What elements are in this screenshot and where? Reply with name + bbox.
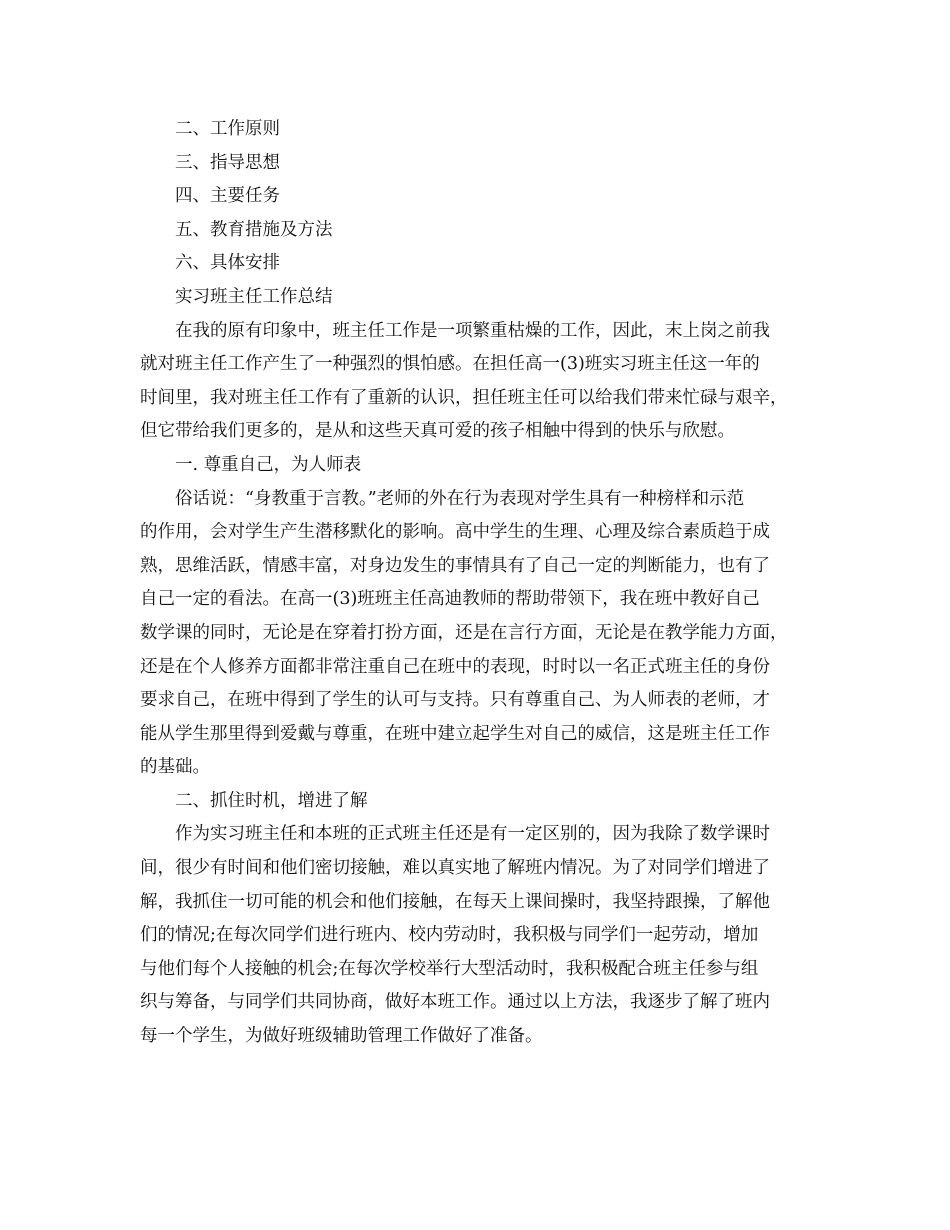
outline-item-guiding-ideas: 三、指导思想 bbox=[175, 152, 280, 173]
paragraph-line: 俗话说：“身教重于言教。”老师的外在行为表现对学生具有一种榜样和示范 bbox=[175, 488, 745, 509]
paragraph-line: 还是在个人修养方面都非常注重自己在班中的表现，时时以一名正式班主任的身份 bbox=[140, 656, 770, 677]
paragraph-line: 就对班主任工作产生了一种强烈的惧怕感。在担任高一(3)班实习班主任这一年的 bbox=[140, 354, 760, 375]
section1-heading: 一. 尊重自己，为人师表 bbox=[175, 454, 362, 475]
paragraph-line: 的基础。 bbox=[140, 757, 210, 778]
paragraph-line: 的作用，会对学生产生潜移默化的影响。高中学生的生理、心理及综合素质趋于成 bbox=[140, 522, 770, 543]
paragraph-line: 熟，思维活跃，情感丰富，对身边发生的事情具有了自己一定的判断能力，也有了 bbox=[140, 555, 770, 576]
paragraph-line: 能从学生那里得到爱戴与尊重，在班中建立起学生对自己的威信，这是班主任工作 bbox=[140, 723, 770, 744]
section2-paragraph bbox=[140, 818, 812, 1053]
paragraph-line: 但它带给我们更多的，是从和这些天真可爱的孩子相触中得到的快乐与欣慰。 bbox=[140, 421, 735, 442]
outline-item-arrangement: 六、具体安排 bbox=[175, 253, 280, 274]
paragraph-line: 数学课的同时，无论是在穿着打扮方面，还是在言行方面，无论是在教学能力方面， bbox=[140, 622, 788, 643]
paragraph-line: 在我的原有印象中，班主任工作是一项繁重枯燥的工作，因此，末上岗之前我 bbox=[175, 320, 770, 341]
paragraph-line: 时间里，我对班主任工作有了重新的认识，担任班主任可以给我们带来忙碌与艰辛， bbox=[140, 387, 788, 408]
paragraph-line: 们的情况;在每次同学们进行班内、校内劳动时，我积极与同学们一起劳动，增加 bbox=[140, 925, 759, 946]
paragraph-line: 解，我抓住一切可能的机会和他们接触，在每天上课间操时，我坚持跟操，了解他 bbox=[140, 891, 770, 912]
paragraph-line: 自己一定的看法。在高一(3)班班主任高迪教师的帮助带领下，我在班中教好自己 bbox=[140, 589, 760, 610]
paragraph-line: 作为实习班主任和本班的正式班主任还是有一定区别的，因为我除了数学课时 bbox=[175, 824, 770, 845]
document-body bbox=[140, 113, 812, 1054]
paragraph-line: 每一个学生，为做好班级辅助管理工作做好了准备。 bbox=[140, 1026, 543, 1047]
paragraph-line: 织与筹备，与同学们共同协商，做好本班工作。通过以上方法，我逐步了解了班内 bbox=[140, 992, 770, 1013]
section2-heading: 二、抓住时机，增进了解 bbox=[175, 790, 368, 811]
outline-item-main-tasks: 四、主要任务 bbox=[175, 186, 280, 207]
paragraph-line: 要求自己，在班中得到了学生的认可与支持。只有尊重自己、为人师表的老师，才 bbox=[140, 690, 770, 711]
intro-paragraph bbox=[140, 315, 812, 449]
summary-title: 实习班主任工作总结 bbox=[175, 286, 333, 307]
paragraph-line: 与他们每个人接触的机会;在每次学校举行大型活动时，我积极配合班主任参与组 bbox=[140, 958, 759, 979]
outline-item-measures: 五、教育措施及方法 bbox=[175, 219, 333, 240]
paragraph-line: 间，很少有时间和他们密切接触，难以真实地了解班内情况。为了对同学们增进了 bbox=[140, 858, 770, 879]
section1-paragraph bbox=[140, 483, 812, 785]
outline-item-principles: 二、工作原则 bbox=[175, 119, 280, 139]
